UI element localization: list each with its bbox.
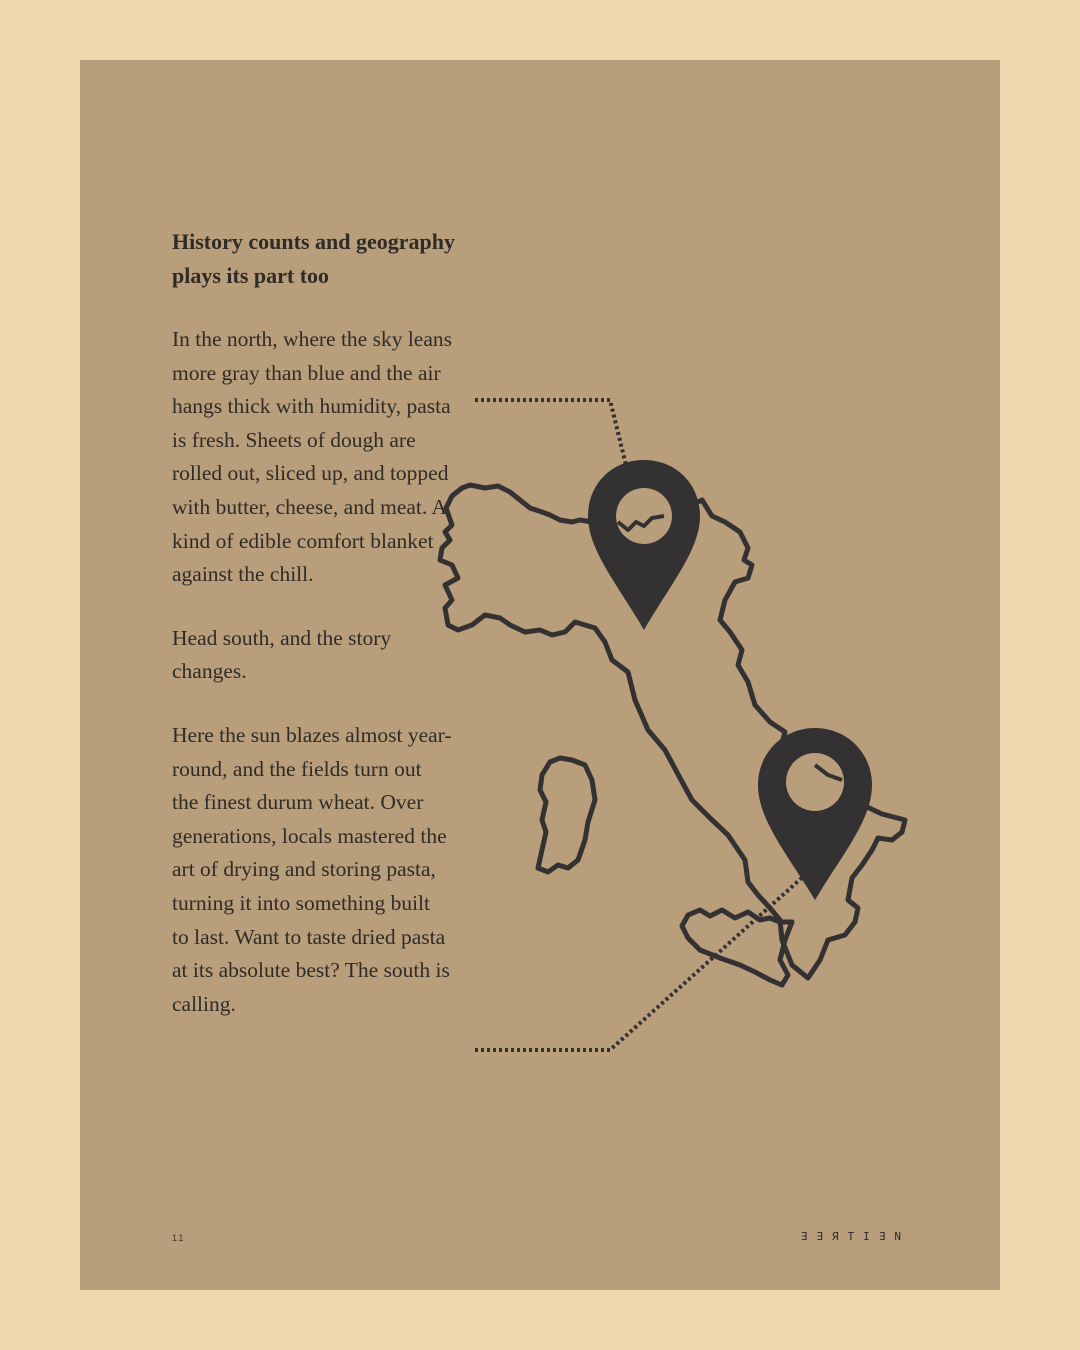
paragraph-transition: Head south, and the story changes. [172, 625, 392, 684]
page [80, 60, 1000, 1290]
location-pin-north [588, 460, 700, 630]
paragraph-south: Here the sun blazes almost year-round, and the fields turn out the finest durum wheat. Over generations, locals mastered the art of drying and storing pasta, turning it into something built to last. Want to taste dried pasta at its absolute best? The south is calling. [172, 722, 452, 1016]
brand-wordmark: ƎƎЯTIƎN [800, 1230, 910, 1243]
italy-map-illustration [80, 60, 1000, 1290]
sicily-outline [682, 910, 792, 985]
leader-line-south [475, 875, 805, 1050]
page-number: 11 [172, 1233, 186, 1243]
article-heading: History counts and geography plays its part too [172, 229, 455, 288]
sardinia-outline [538, 758, 595, 872]
paragraph-north: In the north, where the sky leans more gray than blue and the air hangs thick with humidity, pasta is fresh. Sheets of dough are rolled out, sliced up, and topped with butter, cheese, and meat. A kind of edible comfort blanket against the chill. [172, 327, 453, 587]
